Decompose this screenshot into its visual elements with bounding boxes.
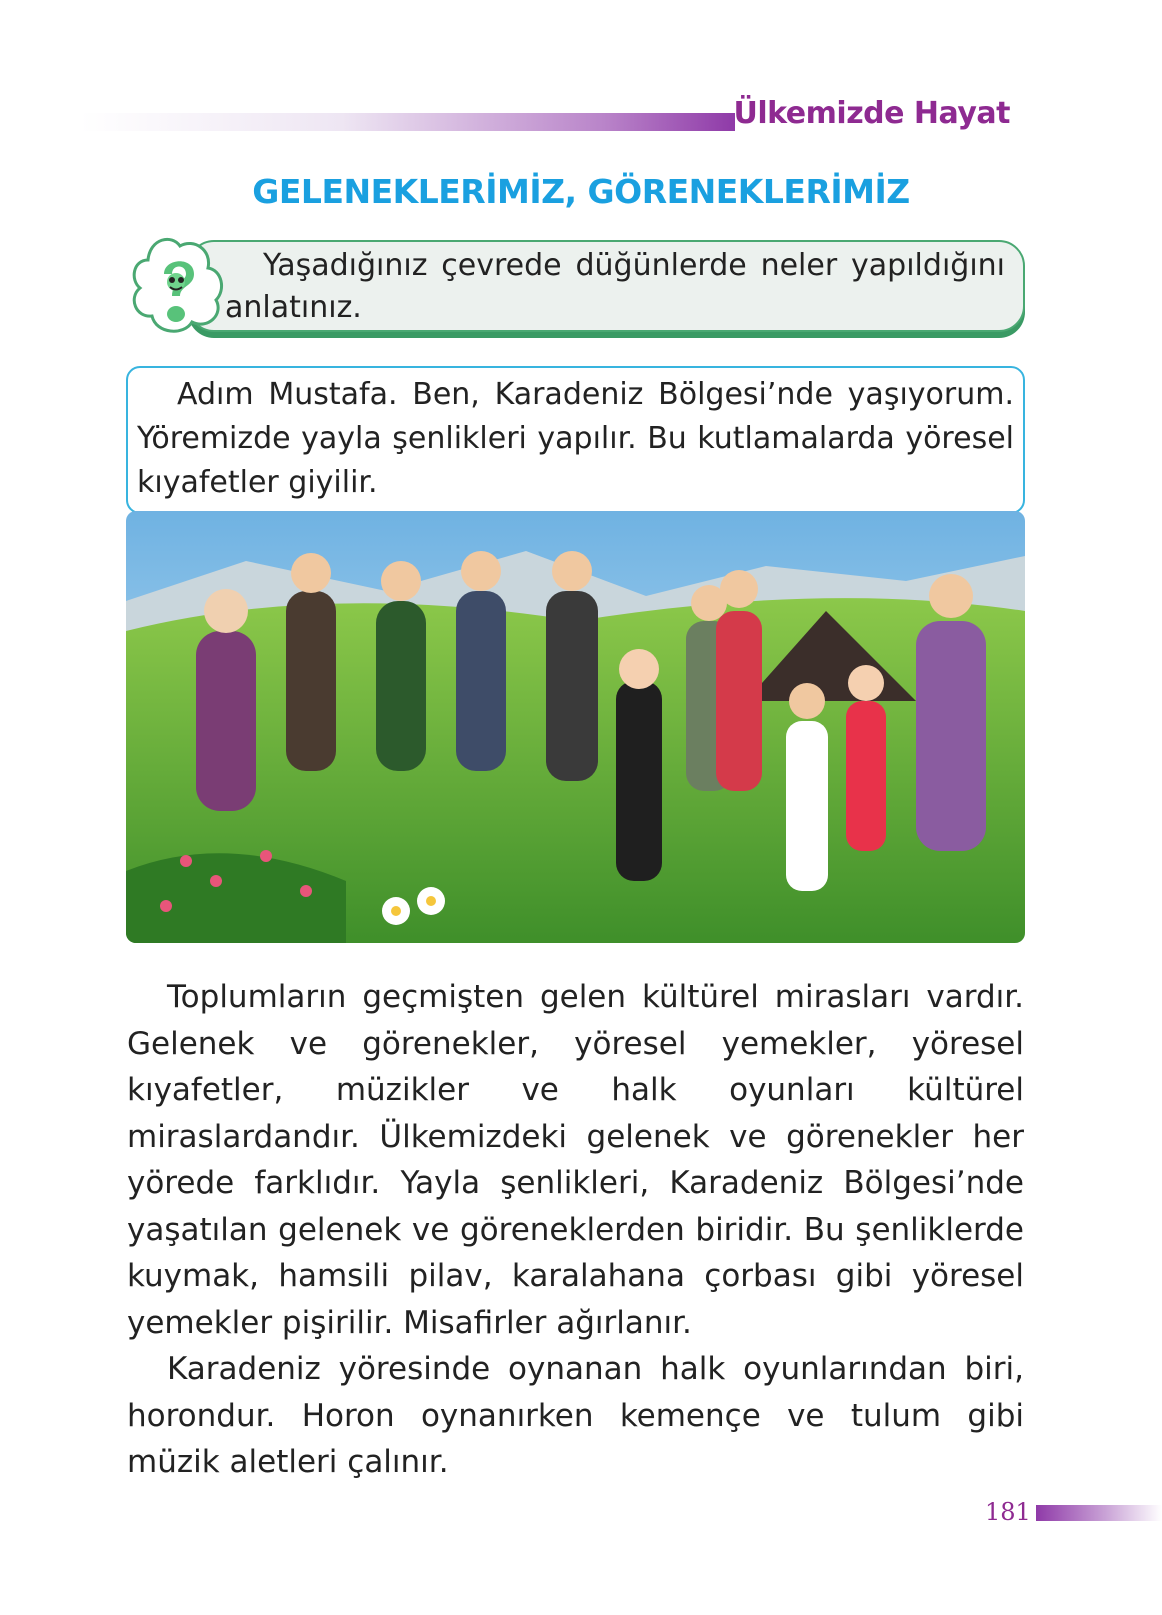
body-paragraph: Karadeniz yöresinde oynanan halk oyunlarından biri, horondur. Horon oynanırken kemençe ve tulum gibi müzik aletleri çalınır. <box>127 1351 1024 1480</box>
page-title: GELENEKLERİMİZ, GÖRENEKLERİMİZ <box>252 172 910 211</box>
question-text: Yaşadığınız çevrede düğünlerde neler yapıldığını anlatınız. <box>225 248 1005 325</box>
header-decorative-bar <box>80 113 735 131</box>
question-mark-mascot-icon <box>128 230 226 340</box>
footer-decorative-bar <box>1036 1505 1162 1521</box>
body-paragraph: Toplumların geçmişten gelen kültürel mirasları vardır. Gelenek ve görenekler, yöresel yemekler, yöresel kıyafetler, müzikler ve halk oyunları kültürel miraslardandır. Ülkemizdeki gelenek ve görenekler her yörede farklıdır. Yayla şenlikleri, Karadeniz Bölgesi’nde yaşatılan gelenek ve göreneklerden biridir. Bu şenliklerde kuymak, hamsili pilav, karalahana çorbası gibi yöresel yemekler pişirilir. Misafirler ağırlanır. <box>127 979 1024 1341</box>
speech-bubble-text: Adım Mustafa. Ben, Karadeniz Bölgesi’nde yaşıyorum. Yöremizde yayla şenlikleri yapılır. Bu kutlamalarda yöresel kıyafetler giyilir. <box>137 377 1014 500</box>
section-title: Ülkemizde Hayat <box>733 96 1010 131</box>
body-text <box>127 974 1024 1486</box>
page-number: 181 <box>985 1498 1031 1526</box>
yayla-festival-illustration <box>126 511 1025 943</box>
